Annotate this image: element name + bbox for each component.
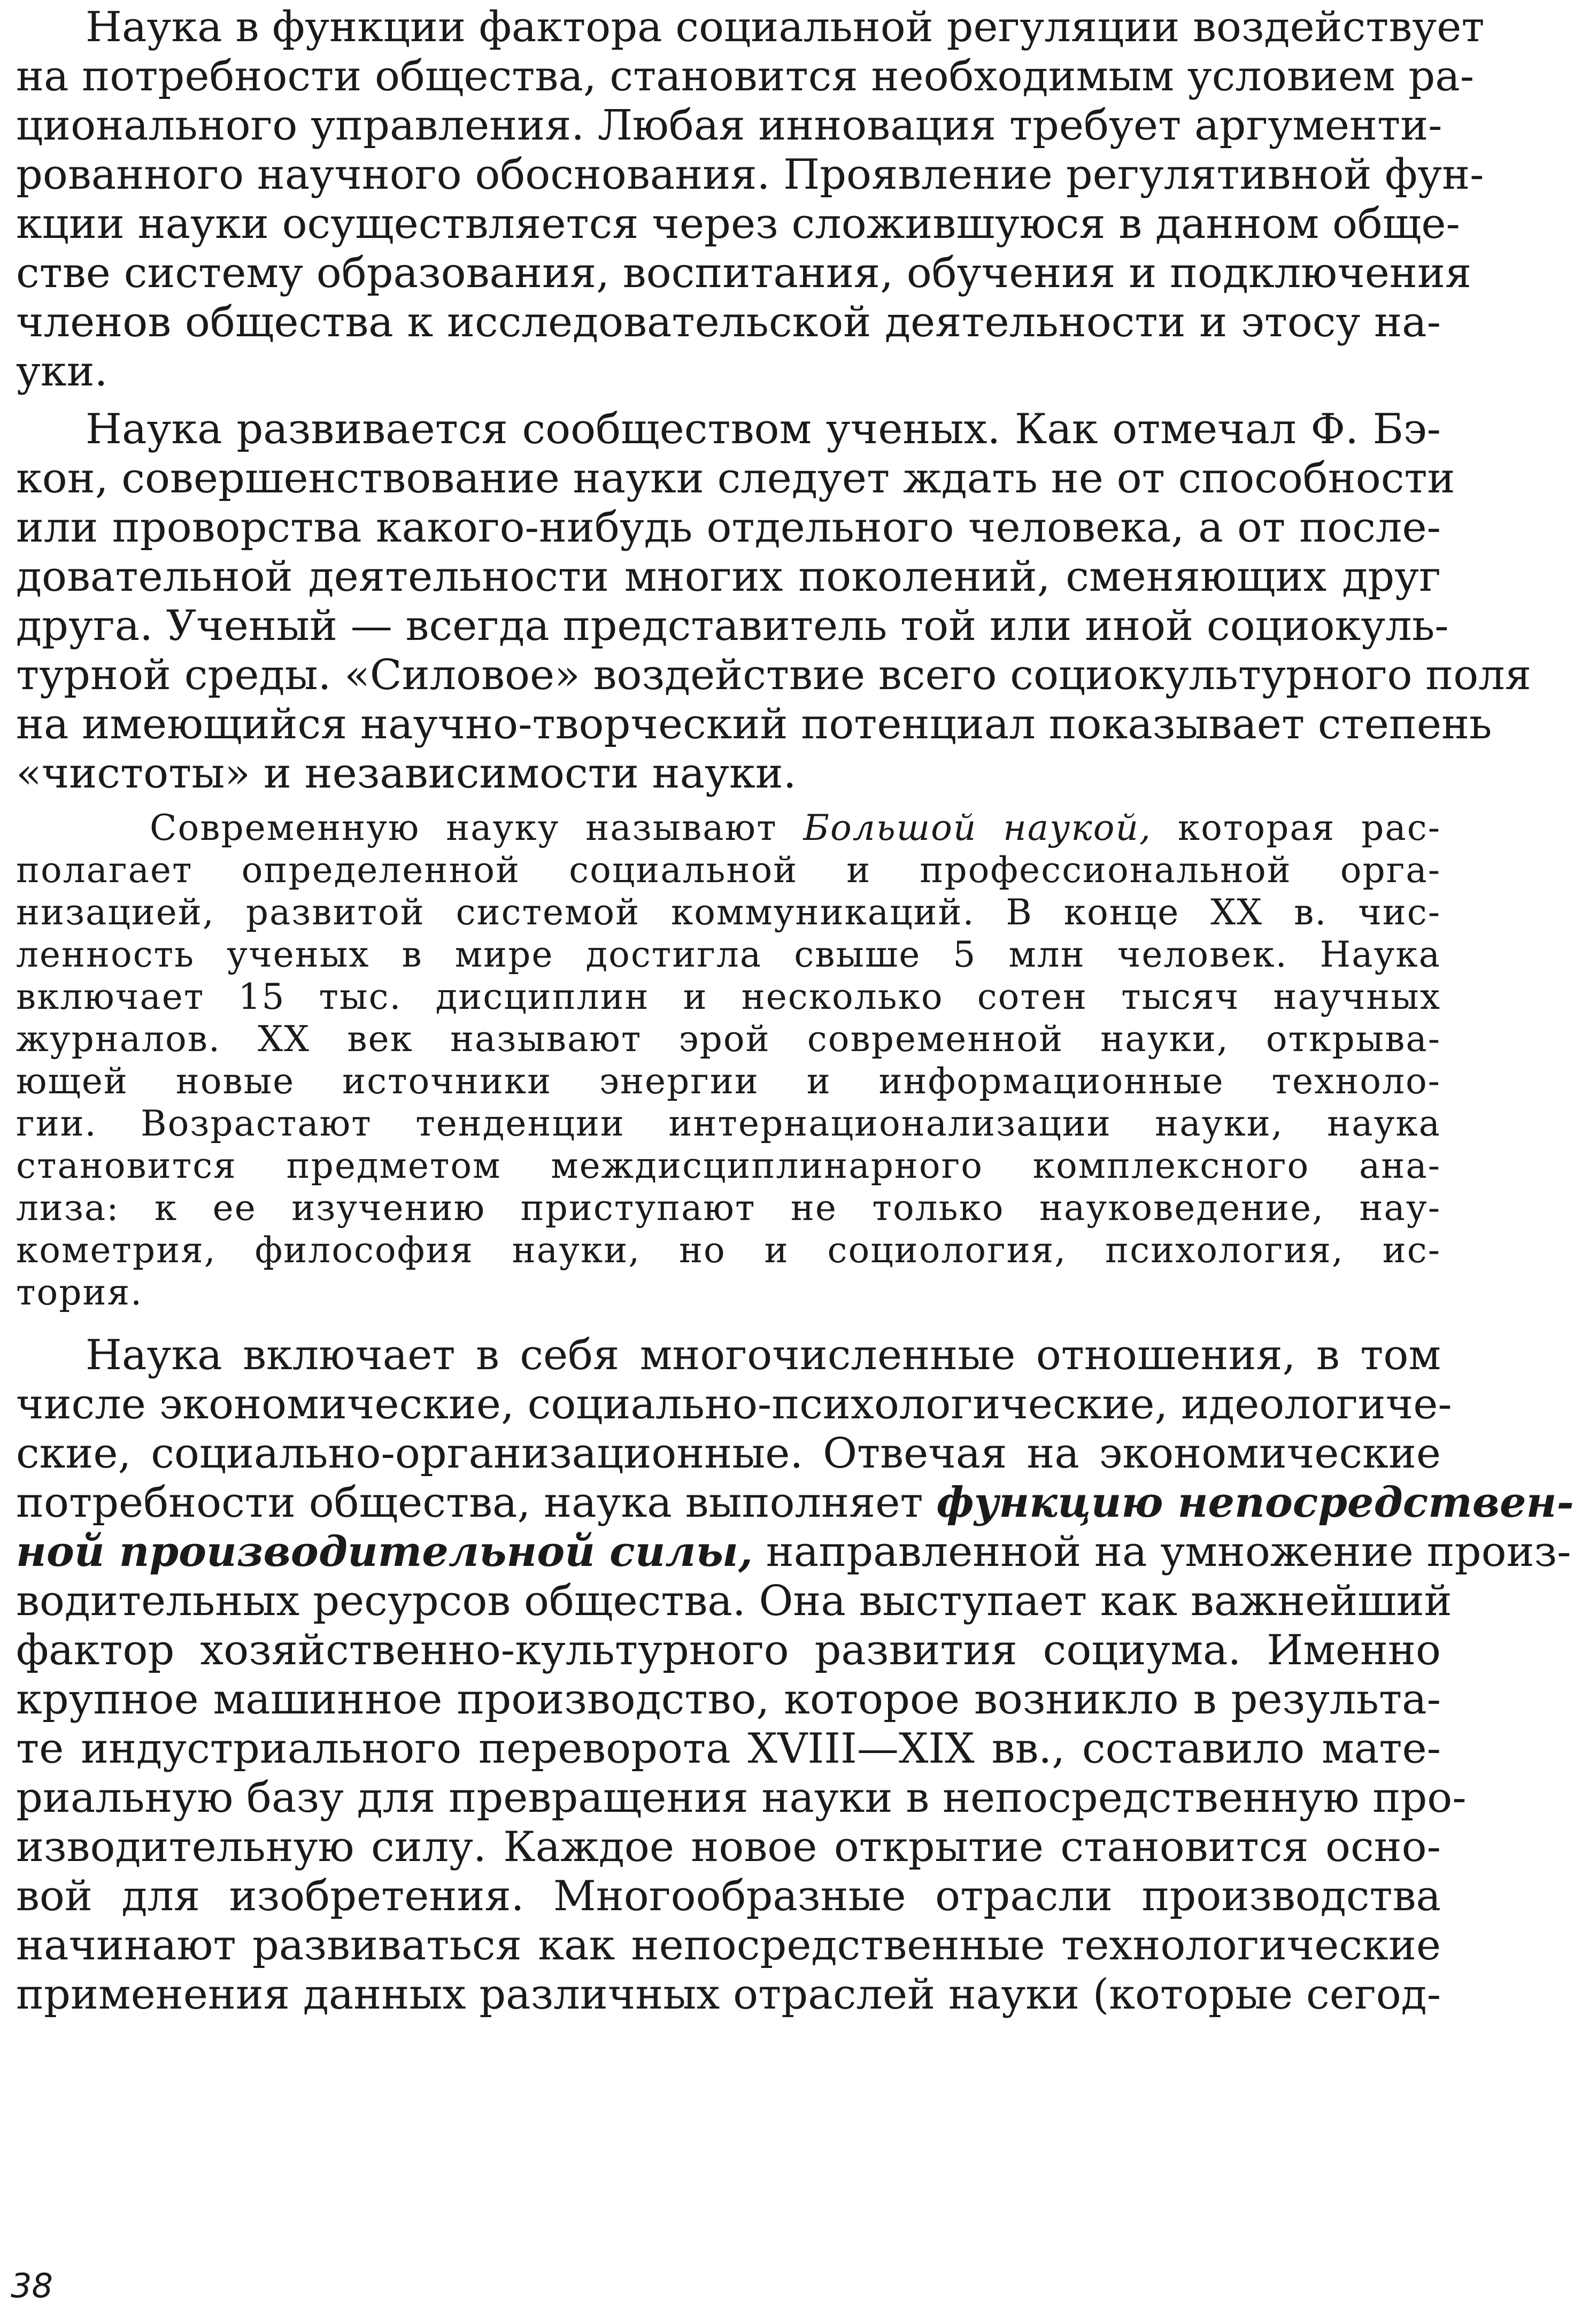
para1-line: стве систему образования, воспитания, обучения и подключения xyxy=(16,249,1472,297)
para1-line: уки. xyxy=(16,348,108,396)
note-text: которая рас- xyxy=(1152,807,1441,848)
note-line: становится предметом междисциплинарного комплексного ана- xyxy=(16,1145,1441,1186)
key-term: функцию непосредствен- xyxy=(936,1478,1574,1527)
para1-line: рованного научного обоснования. Проявление регулятивной фун- xyxy=(16,151,1484,199)
para3-line: риальную базу для превращения науки в непосредственную про- xyxy=(16,1774,1467,1822)
para3-line-emph xyxy=(16,1478,1574,1530)
para3-line: числе экономические, социально-психологические, идеологиче- xyxy=(16,1380,1452,1429)
para3-line: ские, социально-организационные. Отвечая на экономические xyxy=(16,1430,1441,1478)
note-line: включает 15 тыс. дисциплин и несколько сотен тысяч научных xyxy=(16,976,1441,1017)
para2-line: или проворства какого-нибудь отдельного человека, а от после- xyxy=(16,504,1441,552)
key-term: ной производительной силы, xyxy=(16,1527,753,1576)
para1-line: Наука в функции фактора социальной регуляции воздействует xyxy=(86,3,1485,51)
para2-line: на имеющийся научно-творческий потенциал показывает степень xyxy=(16,700,1492,748)
para2-line: довательной деятельности многих поколений, сменяющих друг xyxy=(16,553,1441,601)
para3-line: вой для изобретения. Многообразные отрасли производства xyxy=(16,1872,1441,1920)
note-line: журналов. XX век называют эрой современной науки, открыва- xyxy=(16,1018,1441,1060)
note-line: лиза: к ее изучению приступают не только науковедение, нау- xyxy=(16,1187,1441,1229)
para3-line-emph xyxy=(16,1527,1571,1579)
para3-line: те индустриального переворота XVIII—XIX вв., составило мате- xyxy=(16,1725,1441,1773)
para3-line: применения данных различных отраслей науки (которые сегод- xyxy=(16,1971,1441,2019)
note-line: ленность ученых в мире достигла свыше 5 млн человек. Наука xyxy=(16,934,1441,975)
para2-line: «чистоты» и независимости науки. xyxy=(16,750,797,798)
note-text: Современную науку называют xyxy=(150,807,804,848)
para2-line: кон, совершенствование науки следует ждать не от способности xyxy=(16,454,1455,503)
para2-line: друга. Ученый — всегда представитель той или иной социокуль- xyxy=(16,602,1449,650)
para1-line: кции науки осуществляется через сложившуюся в данном обще- xyxy=(16,200,1460,248)
para3-line: водительных ресурсов общества. Она выступает как важнейший xyxy=(16,1577,1452,1625)
note-line: кометрия, философия науки, но и социология, психология, ис- xyxy=(16,1230,1441,1271)
para3-text: потребности общества, наука выполняет xyxy=(16,1479,937,1527)
para1-line: ционального управления. Любая инновация требует аргументи- xyxy=(16,102,1442,150)
para3-text: направленной на умножение произ- xyxy=(753,1528,1571,1576)
para1-line: членов общества к исследовательской деятельности и этосу на- xyxy=(16,298,1441,346)
note-line: гии. Возрастают тенденции интернационализации науки, наука xyxy=(16,1103,1441,1144)
para3-line: крупное машинное производство, которое возникло в результа- xyxy=(16,1676,1441,1724)
note-line-first xyxy=(150,807,1441,851)
para2-line: Наука развивается сообществом ученых. Как отмечал Ф. Бэ- xyxy=(86,405,1441,453)
para1-line: на потребности общества, становится необходимым условием ра- xyxy=(16,52,1475,101)
note-line: ющей новые источники энергии и информационные техноло- xyxy=(16,1061,1441,1102)
para3-line: Наука включает в себя многочисленные отношения, в том xyxy=(86,1331,1441,1379)
para3-line: фактор хозяйственно-культурного развития социума. Именно xyxy=(16,1626,1441,1674)
big-science-term: Большой наукой, xyxy=(803,807,1152,848)
para2-line: турной среды. «Силовое» воздействие всего социокультурного поля xyxy=(16,651,1531,699)
note-line: полагает определенной социальной и профессиональной орга- xyxy=(16,850,1441,891)
para3-line: изводительную силу. Каждое новое открытие становится осно- xyxy=(16,1823,1441,1871)
note-line: низацией, развитой системой коммуникаций. В конце XX в. чис- xyxy=(16,892,1441,933)
para3-line: начинают развиваться как непосредственные технологические xyxy=(16,1921,1441,1970)
note-line: тория. xyxy=(16,1272,143,1313)
page-number: 38 xyxy=(11,2266,53,2305)
